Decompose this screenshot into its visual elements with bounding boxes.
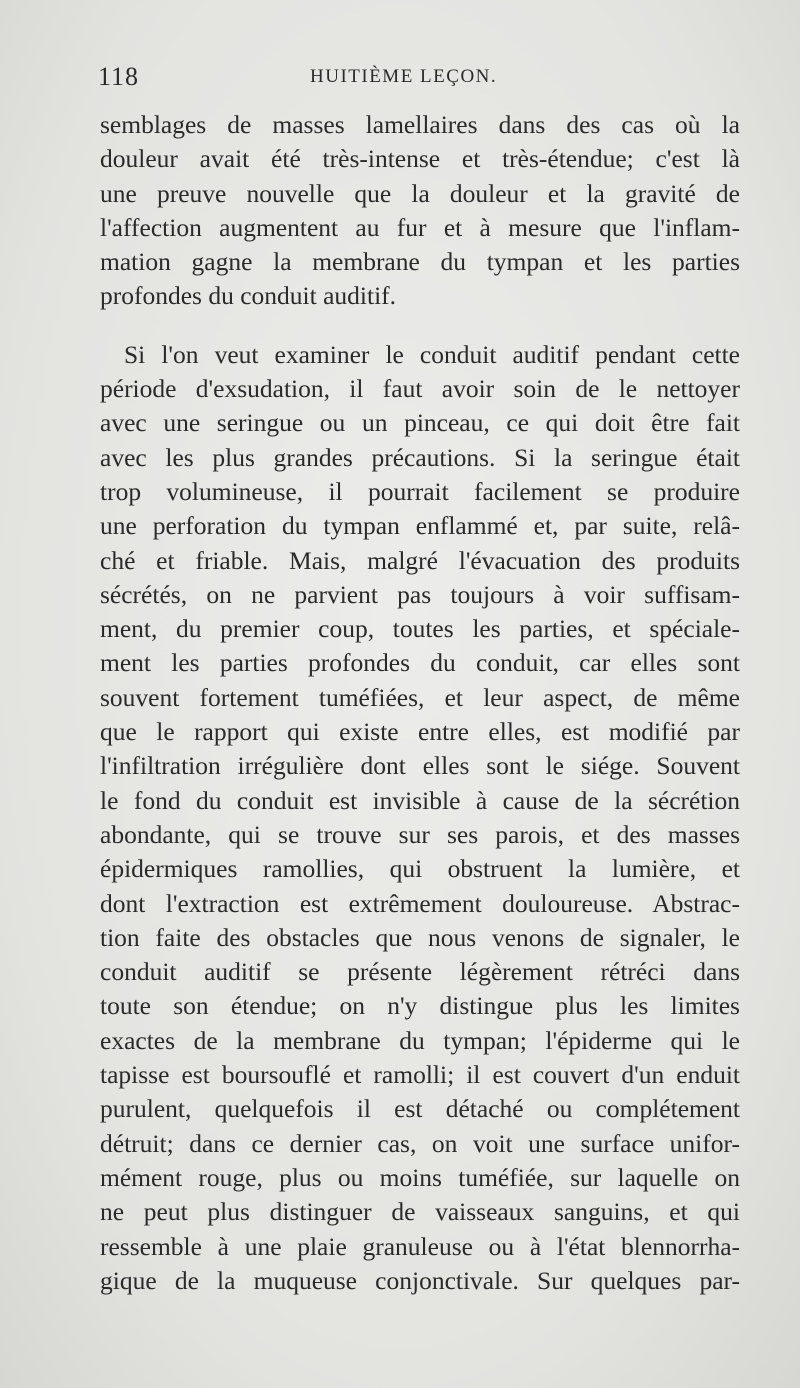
- text-line: dont l'extraction est extrêmement douloureuse. Abstrac-: [100, 888, 740, 918]
- text-line: l'infiltration irrégulière dont elles sont le siége. Souvent: [100, 751, 740, 781]
- text-line: une preuve nouvelle que la douleur et la gravité de: [100, 178, 740, 208]
- text-line: ché et friable. Mais, malgré l'évacuation des produits: [100, 545, 740, 575]
- text-line: abondante, qui se trouve sur ses parois, et des masses: [100, 819, 740, 849]
- text-line: sécrétés, on ne parvient pas toujours à voir suffisam-: [100, 579, 740, 609]
- paragraph-2: [100, 338, 740, 1298]
- text-line: ressemble à une plaie granuleuse ou à l'état blennorrha-: [100, 1231, 740, 1261]
- text-line: tapisse est boursouflé et ramolli; il est couvert d'un enduit: [100, 1060, 740, 1090]
- text-line: trop volumineuse, il pourrait facilement se produire: [100, 476, 740, 506]
- text-line: le fond du conduit est invisible à cause de la sécrétion: [100, 785, 740, 815]
- text-line: que le rapport qui existe entre elles, est modifié par: [100, 717, 740, 747]
- text-line: conduit auditif se présente légèrement rétréci dans: [100, 957, 740, 987]
- text-line: détruit; dans ce dernier cas, on voit une surface unifor-: [100, 1128, 740, 1158]
- text-line: une perforation du tympan enflammé et, par suite, relâ-: [100, 511, 740, 541]
- text-line: ment, du premier coup, toutes les parties, et spéciale-: [100, 614, 740, 644]
- text-line: purulent, quelquefois il est détaché ou complétement: [100, 1094, 740, 1124]
- text-line: ment les parties profondes du conduit, car elles sont: [100, 648, 740, 678]
- text-line: avec une seringue ou un pinceau, ce qui doit être fait: [100, 408, 740, 438]
- text-line: tion faite des obstacles que nous venons de signaler, le: [100, 922, 740, 952]
- text-line: ne peut plus distinguer de vaisseaux sanguins, et qui: [100, 1197, 740, 1227]
- page-number: 118: [98, 62, 140, 91]
- text-line: l'affection augmentent au fur et à mesure que l'inflam-: [100, 212, 740, 242]
- text-line: gique de la muqueuse conjonctivale. Sur quelques par-: [100, 1265, 740, 1295]
- text-line: Si l'on veut examiner le conduit auditif pendant cette: [124, 339, 740, 369]
- paragraph-spacer: [100, 314, 740, 338]
- running-head: HUITIÈME LEÇON.: [310, 66, 498, 87]
- text-line: semblages de masses lamellaires dans des cas où la: [100, 110, 740, 139]
- body-text: [100, 108, 740, 1298]
- text-line: profondes du conduit auditif.: [100, 281, 397, 311]
- text-line: douleur avait été très-intense et très-étendue; c'est là: [100, 144, 740, 174]
- text-line: avec les plus grandes précautions. Si la seringue était: [100, 442, 740, 472]
- text-line: mément rouge, plus ou moins tuméfiée, sur laquelle on: [100, 1162, 740, 1192]
- text-line: épidermiques ramollies, qui obstruent la lumière, et: [100, 854, 740, 884]
- text-line: mation gagne la membrane du tympan et les parties: [100, 247, 740, 277]
- page-header: [98, 62, 738, 102]
- paragraph-1: [100, 108, 740, 314]
- text-line: exactes de la membrane du tympan; l'épiderme qui le: [100, 1025, 740, 1055]
- text-line: souvent fortement tuméfiées, et leur aspect, de même: [100, 682, 740, 712]
- text-line: toute son étendue; on n'y distingue plus les limites: [100, 991, 740, 1021]
- text-line: période d'exsudation, il faut avoir soin de le nettoyer: [100, 374, 740, 404]
